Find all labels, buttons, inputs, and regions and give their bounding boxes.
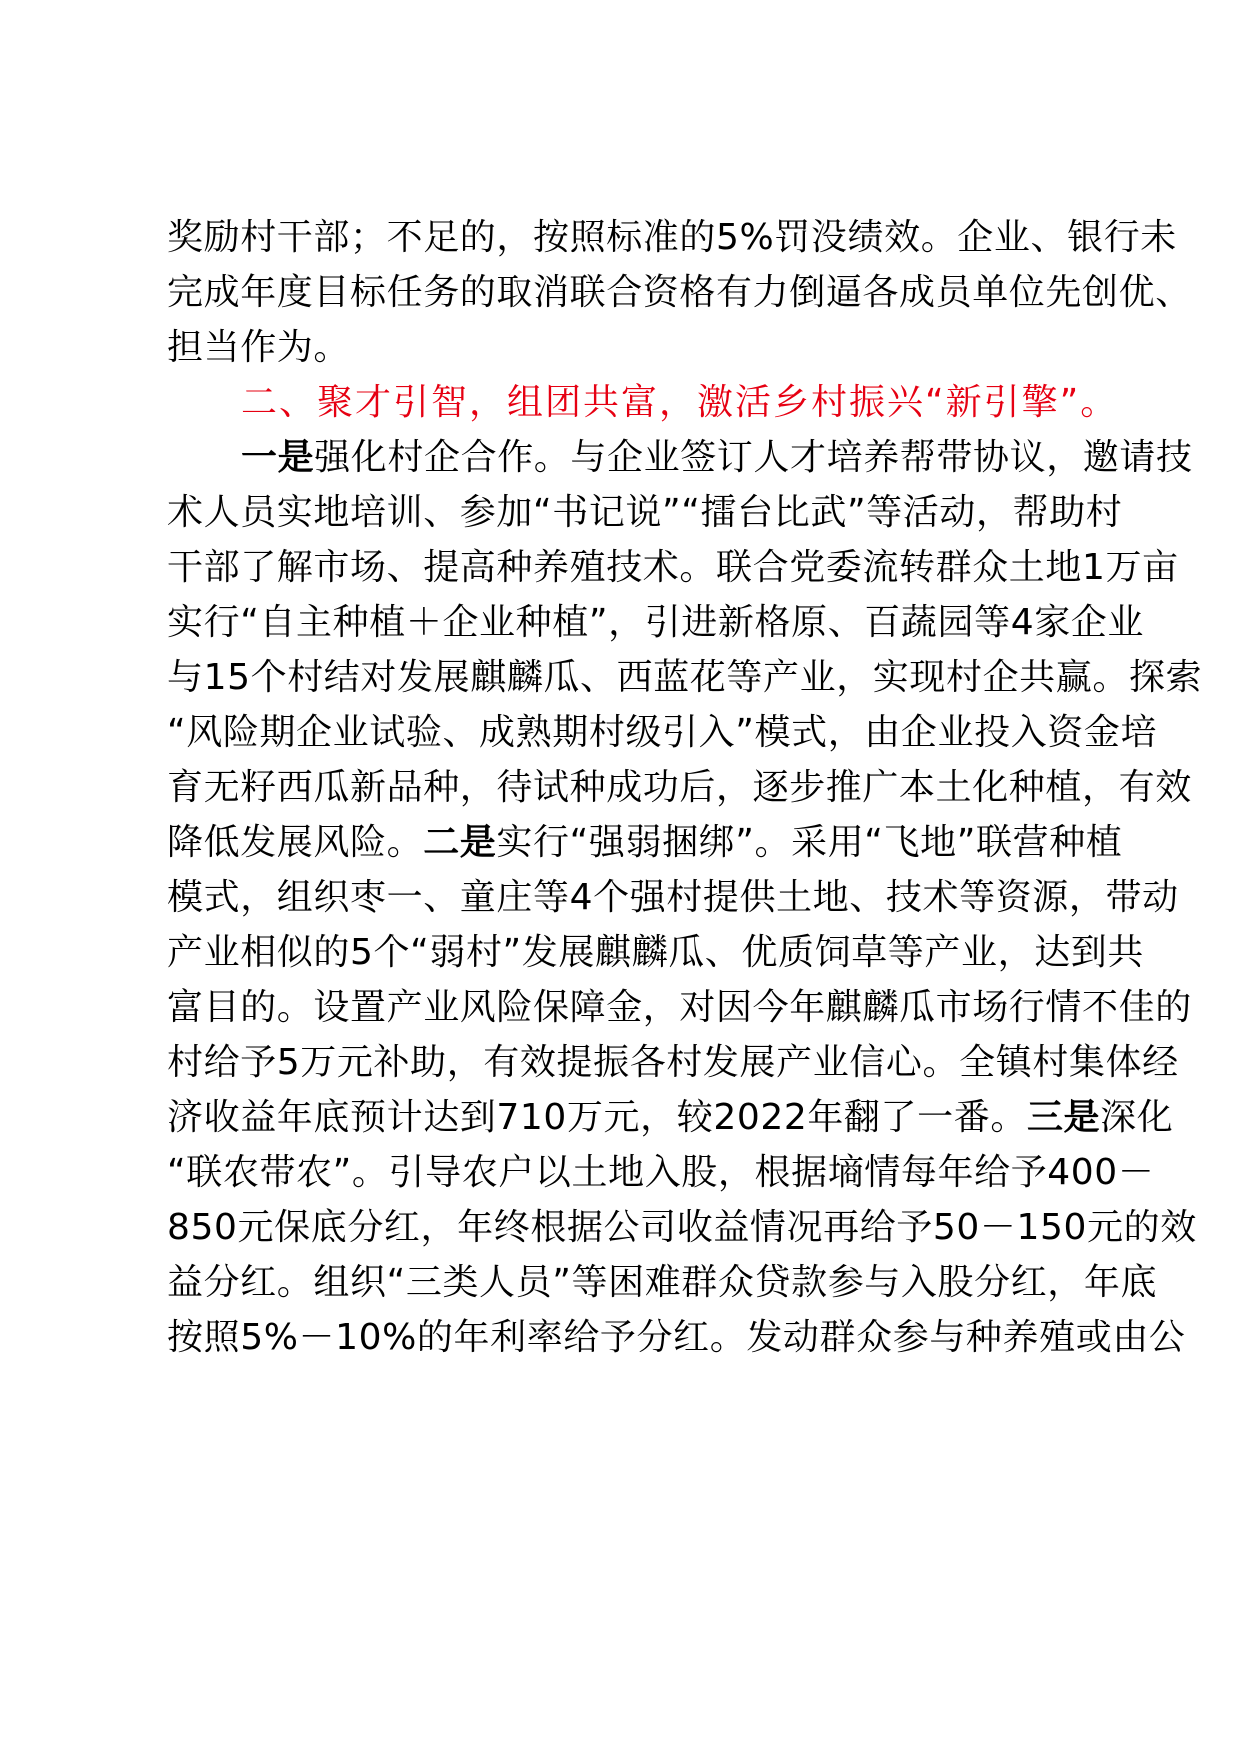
paragraph-line: 850元保底分红，年终根据公司收益情况再给予50－150元的效: [167, 1207, 1197, 1248]
paragraph-line: 完成年度目标任务的取消联合资格有力倒逼各成员单位先创优、: [167, 272, 1192, 313]
paragraph-line: “联农带农”。引导农户以土地入股，根据墒情每年给予400－: [167, 1152, 1155, 1193]
paragraph-line: 担当作为。: [167, 327, 351, 368]
paragraph-line: 产业相似的5个“弱村”发展麒麟瓜、优质饲草等产业，达到共: [167, 932, 1145, 973]
paragraph-line: 奖励村干部；不足的，按照标准的5%罚没绩效。企业、银行未: [167, 217, 1177, 258]
paragraph-line: [167, 1097, 1174, 1138]
line-text: 强化村企合作。与企业签订人才培养帮带协议，邀请技: [314, 437, 1193, 478]
bold-lead: 二是: [423, 822, 497, 863]
paragraph-line: 富目的。设置产业风险保障金，对因今年麒麟瓜市场行情不佳的: [167, 987, 1192, 1028]
line-text: 深化: [1100, 1097, 1174, 1138]
paragraph-line: 按照5%－10%的年利率给予分红。发动群众参与种养殖或由公: [167, 1317, 1186, 1358]
section-heading: 二、聚才引智，组团共富，激活乡村振兴“新引擎”。: [241, 382, 1119, 423]
paragraph-line: 育无籽西瓜新品种，待试种成功后，逐步推广本土化种植，有效: [167, 767, 1192, 808]
paragraph-line: 村给予5万元补助，有效提振各村发展产业信心。全镇村集体经: [167, 1042, 1179, 1083]
paragraph-line: 与15个村结对发展麒麟瓜、西蓝花等产业，实现村企共赢。探索: [167, 657, 1203, 698]
paragraph-line: 实行“自主种植＋企业种植”，引进新格原、百蔬园等4家企业: [167, 602, 1145, 643]
paragraph-line: 干部了解市场、提高种养殖技术。联合党委流转群众土地1万亩: [167, 547, 1179, 588]
paragraph-line: 术人员实地培训、参加“书记说”“擂台比武”等活动，帮助村: [167, 492, 1123, 533]
paragraph-line: [241, 437, 1193, 478]
paragraph-line: “风险期企业试验、成熟期村级引入”模式，由企业投入资金培: [167, 712, 1158, 753]
line-text: 降低发展风险。: [167, 822, 424, 863]
line-text: 济收益年底预计达到710万元，较2022年翻了一番。: [167, 1097, 1027, 1138]
paragraph-line: 模式，组织枣一、童庄等4个强村提供土地、技术等资源，带动: [167, 877, 1179, 918]
paragraph-line: 益分红。组织“三类人员”等困难群众贷款参与入股分红，年底: [167, 1262, 1158, 1303]
bold-lead: 一是: [241, 437, 315, 478]
line-text: 实行“强弱捆绑”。采用“飞地”联营种植: [496, 822, 1123, 863]
bold-lead: 三是: [1026, 1097, 1101, 1138]
paragraph-line: [167, 822, 1123, 863]
